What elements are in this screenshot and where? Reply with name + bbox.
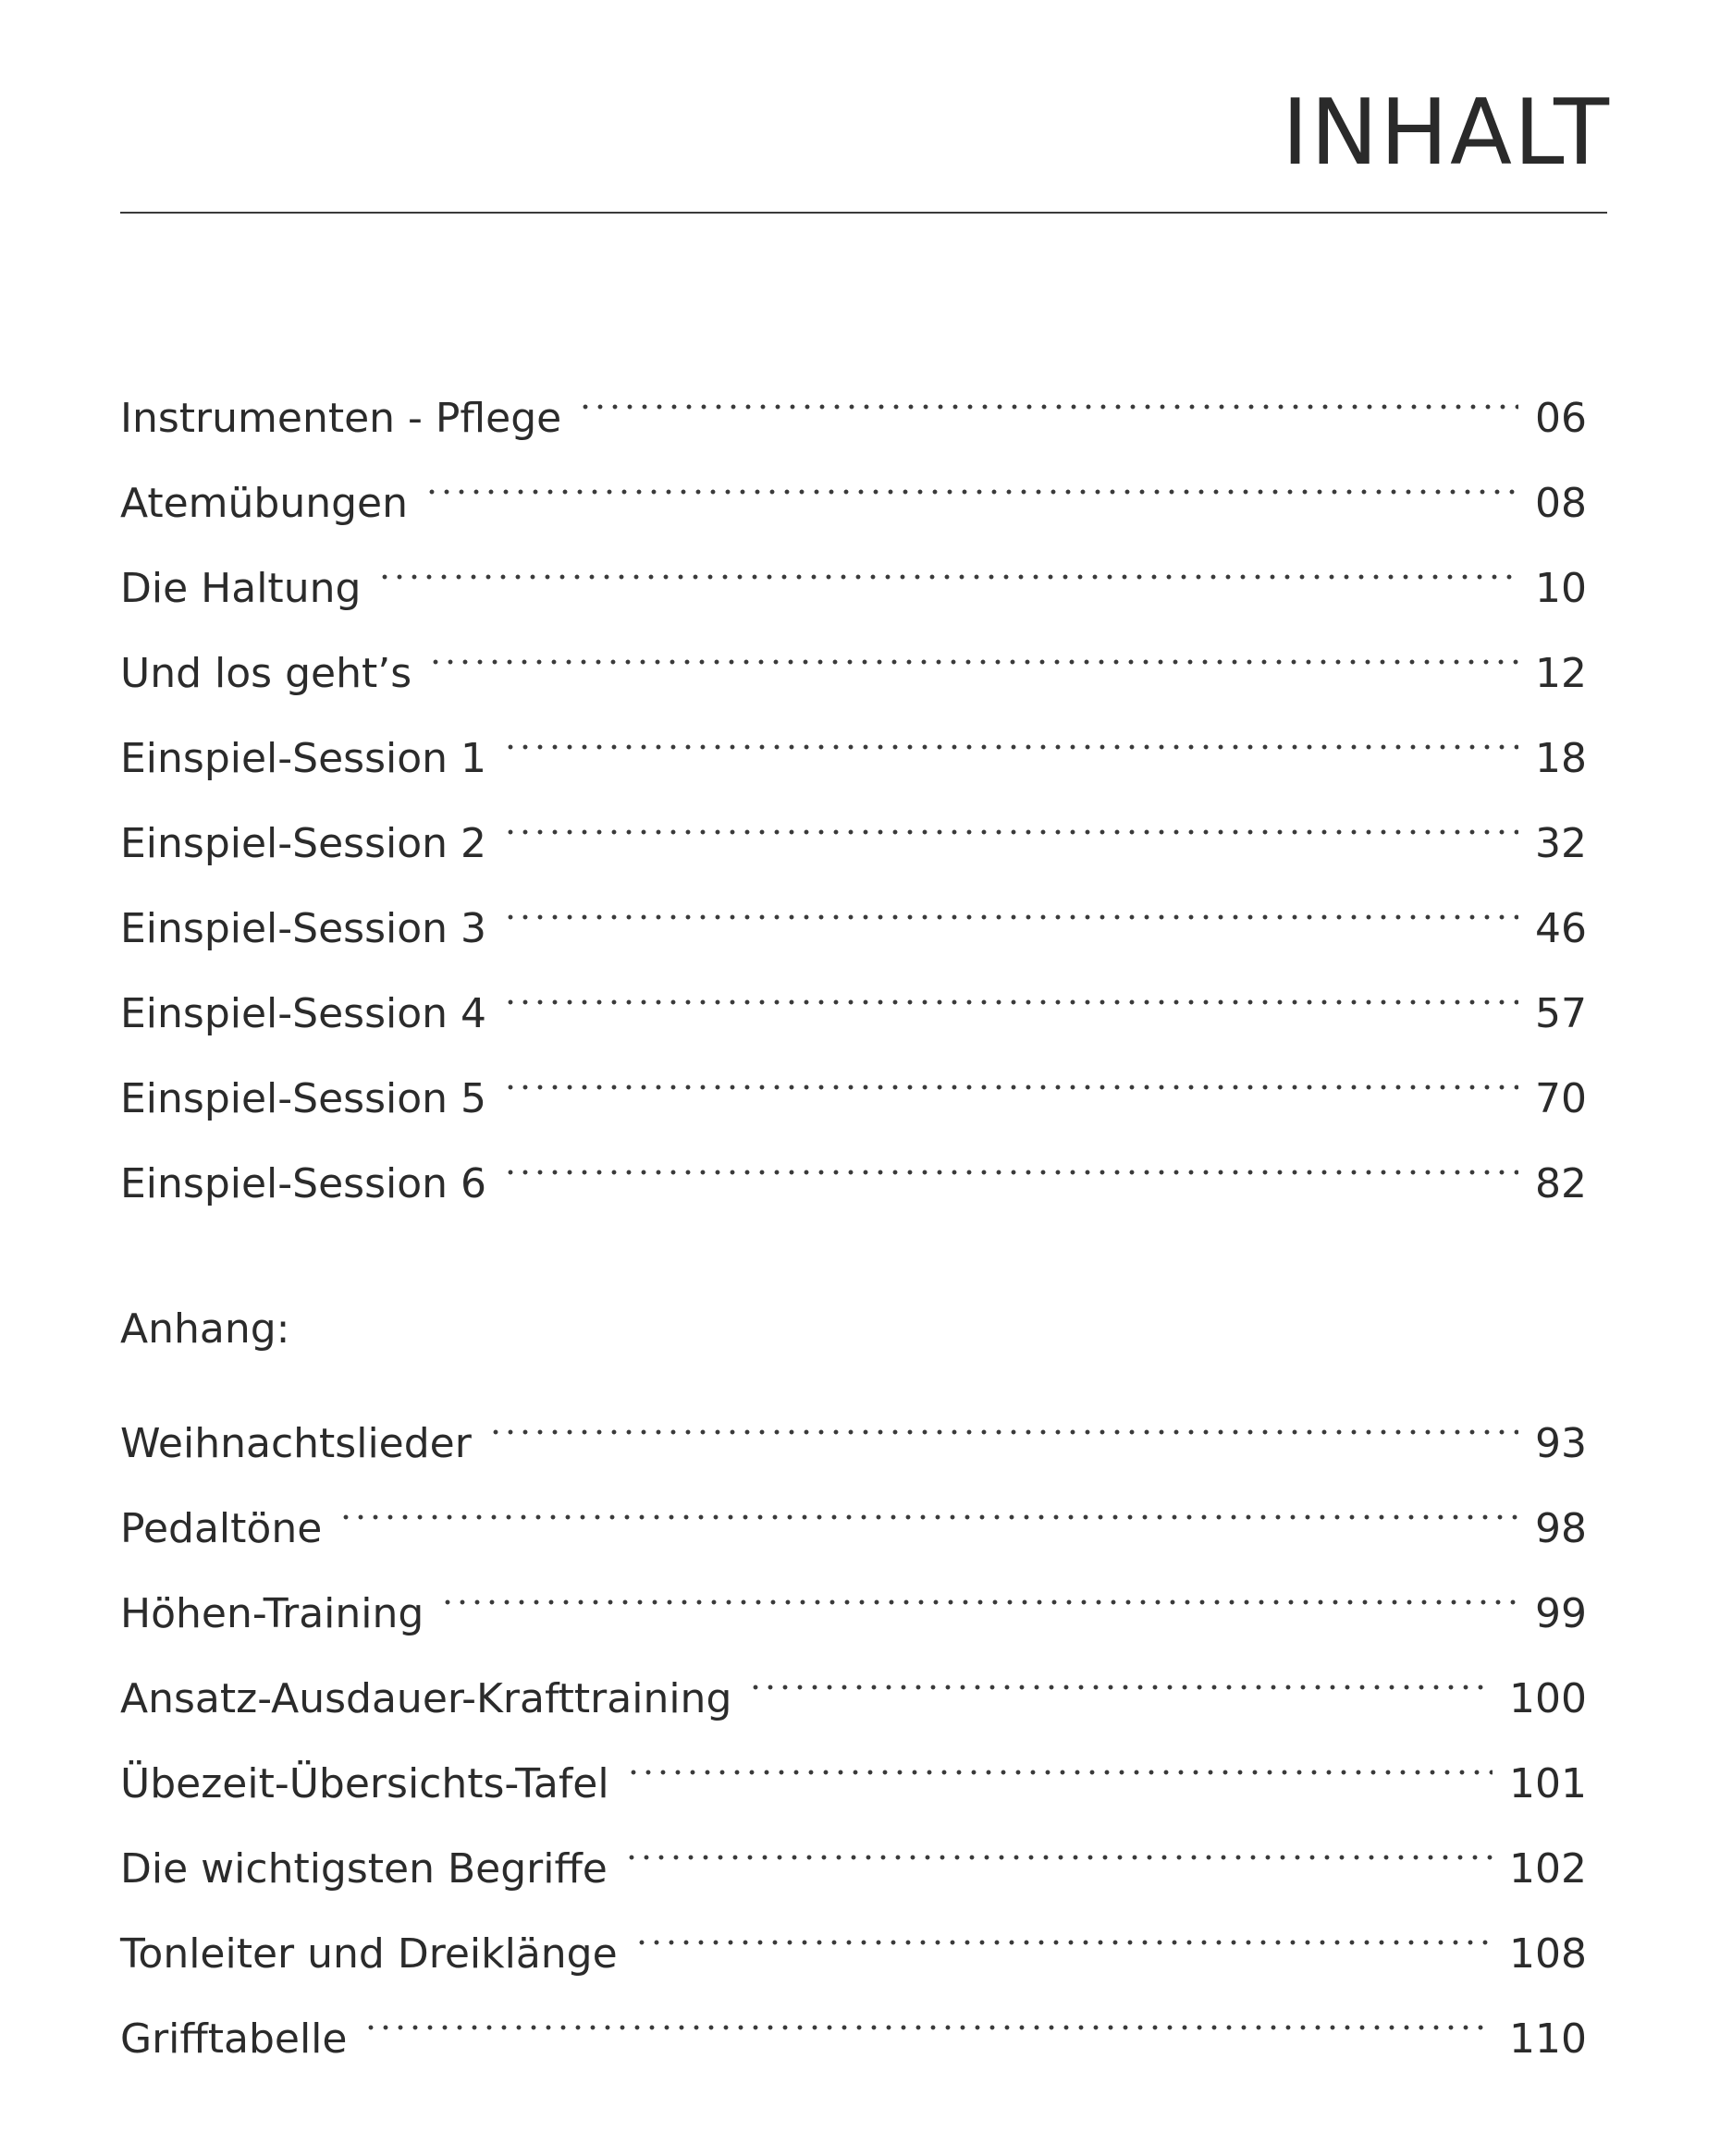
toc-entry-label: Pedaltöne [120, 1505, 323, 1552]
dot-leader [624, 1797, 1493, 1882]
toc-entry-label: Einspiel-Session 3 [120, 905, 487, 952]
toc-entry-label: Einspiel-Session 5 [120, 1075, 487, 1122]
toc-entry-label: Weihnachtslieder [120, 1420, 472, 1467]
dot-leader [503, 857, 1518, 942]
toc-entry-page: 100 [1509, 1675, 1587, 1722]
toc-entry-page: 32 [1535, 820, 1587, 867]
toc-appendix-list [120, 1287, 1587, 2063]
toc-entry-page: 12 [1535, 650, 1587, 697]
toc-entry-page: 18 [1535, 735, 1587, 782]
toc-entry-label: Die wichtigsten Begriffe [120, 1845, 608, 1893]
toc-entry-page: 101 [1509, 1760, 1587, 1807]
dot-leader [634, 1882, 1493, 1967]
dot-leader [428, 602, 1518, 687]
toc-main-list [120, 347, 1587, 1207]
toc-entry-page: 46 [1535, 905, 1587, 952]
toc-entry-label: Höhen-Training [120, 1590, 424, 1637]
toc-entry-page: 08 [1535, 480, 1587, 527]
toc-entry-label: Einspiel-Session 1 [120, 735, 487, 782]
dot-leader [503, 687, 1518, 772]
toc-entry-label: Tonleiter und Dreiklänge [120, 1930, 618, 1978]
dot-leader [488, 1372, 1518, 1457]
toc-entry-label: Instrumenten - Pflege [120, 395, 562, 442]
dot-leader [503, 772, 1518, 857]
toc-entry[interactable] [120, 347, 1587, 442]
toc-entry-label: Atemübungen [120, 480, 408, 527]
toc-entry-page: 06 [1535, 395, 1587, 442]
toc-entry[interactable] [120, 1457, 1587, 1552]
toc-entry-page: 98 [1535, 1505, 1587, 1552]
toc-entry-page: 108 [1509, 1930, 1587, 1978]
toc-entry-label: Einspiel-Session 6 [120, 1160, 487, 1207]
toc-entry-label: Übezeit-Übersichts-Tafel [120, 1760, 609, 1807]
toc-entry-page: 70 [1535, 1075, 1587, 1122]
dot-leader [503, 942, 1518, 1027]
toc-entry-page: 93 [1535, 1420, 1587, 1467]
dot-leader [424, 432, 1518, 517]
toc-entry-label: Und los geht’s [120, 650, 412, 697]
toc-entry-label: Einspiel-Session 2 [120, 820, 487, 867]
page-title: INHALT [1282, 80, 1611, 186]
dot-leader [503, 1027, 1518, 1112]
dot-leader [503, 1112, 1518, 1197]
toc-entry-page: 102 [1509, 1845, 1587, 1893]
toc-entry[interactable] [120, 1542, 1587, 1637]
toc-entry-page: 82 [1535, 1160, 1587, 1207]
toc-entry-label: Einspiel-Session 4 [120, 990, 487, 1037]
dot-leader [578, 347, 1518, 432]
toc-entry-page: 10 [1535, 565, 1587, 612]
toc-entry-label: Die Haltung [120, 565, 362, 612]
dot-leader [748, 1627, 1493, 1712]
dot-leader [377, 517, 1518, 602]
toc-entry-label: Ansatz-Ausdauer-Krafttraining [120, 1675, 732, 1722]
dot-leader [338, 1457, 1518, 1542]
toc-entry-page: 110 [1509, 2015, 1587, 2063]
appendix-heading: Anhang: [120, 1305, 290, 1353]
dot-leader [363, 1967, 1493, 2052]
title-rule [120, 212, 1607, 214]
toc-entry-page: 99 [1535, 1590, 1587, 1637]
toc-entry[interactable] [120, 1372, 1587, 1467]
toc-entry-label: Grifftabelle [120, 2015, 348, 2063]
dot-leader [440, 1542, 1518, 1627]
toc-entry-page: 57 [1535, 990, 1587, 1037]
dot-leader [626, 1712, 1493, 1797]
